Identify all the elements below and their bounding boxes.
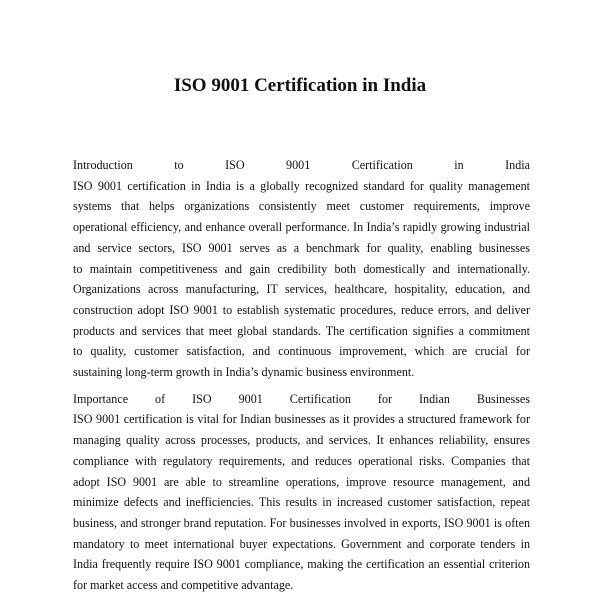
paragraph-line: operational efficiency, and enhance overall performance. In India’s rapidly growing industrial [73, 220, 530, 235]
section-importance [73, 389, 530, 596]
paragraph-line: Organizations across manufacturing, IT services, healthcare, hospitality, education, and [73, 282, 530, 297]
paragraph-line: sustaining long-term growth in India’s dynamic business environment. [73, 365, 415, 380]
section-heading: Introduction to ISO 9001 Certification in India [73, 158, 530, 172]
paragraph-line: for market access and competitive advantage. [73, 578, 294, 593]
paragraph-line: compliance with regulatory requirements, and reduces operational risks. Companies that [73, 453, 530, 468]
paragraph-line: to maintain competitiveness and gain credibility both domestically and internationally. [73, 261, 530, 276]
section-heading: Importance of ISO 9001 Certification for Indian Businesses [73, 391, 530, 406]
paragraph-line: minimize defects and inefficiencies. This results in increased customer satisfaction, repeat [73, 495, 530, 510]
paragraph-line: managing quality across processes, products, and services. It enhances reliability, ensures [73, 433, 530, 448]
paragraph-line: and service sectors, ISO 9001 serves as a benchmark for quality, enabling businesses [73, 240, 530, 255]
paragraph-line: India frequently require ISO 9001 compliance, making the certification an essential criterion [73, 557, 530, 572]
page-title: ISO 9001 Certification in India [173, 75, 427, 96]
paragraph-line: ISO 9001 certification is vital for Indian businesses as it provides a structured framework for [73, 412, 530, 427]
document-body [73, 155, 530, 602]
paragraph-line: products and services that meet global standards. The certification signifies a commitment [73, 323, 530, 338]
paragraph-line: business, and stronger brand reputation. For businesses involved in exports, ISO 9001 is often [73, 515, 530, 530]
section-introduction [73, 155, 530, 383]
paragraph-line: systems that helps organizations consistently meet customer requirements, improve [73, 199, 530, 214]
paragraph-line: to quality, customer satisfaction, and continuous improvement, which are crucial for [73, 344, 530, 359]
paragraph-line: mandatory to meet international buyer expectations. Government and corporate tenders in [73, 536, 530, 551]
paragraph-line: adopt ISO 9001 are able to streamline operations, improve resource management, and [73, 474, 530, 489]
paragraph-line: construction adopt ISO 9001 to establish systematic procedures, reduce errors, and deliver [73, 302, 530, 317]
paragraph-line: ISO 9001 certification in India is a globally recognized standard for quality management [73, 178, 530, 193]
